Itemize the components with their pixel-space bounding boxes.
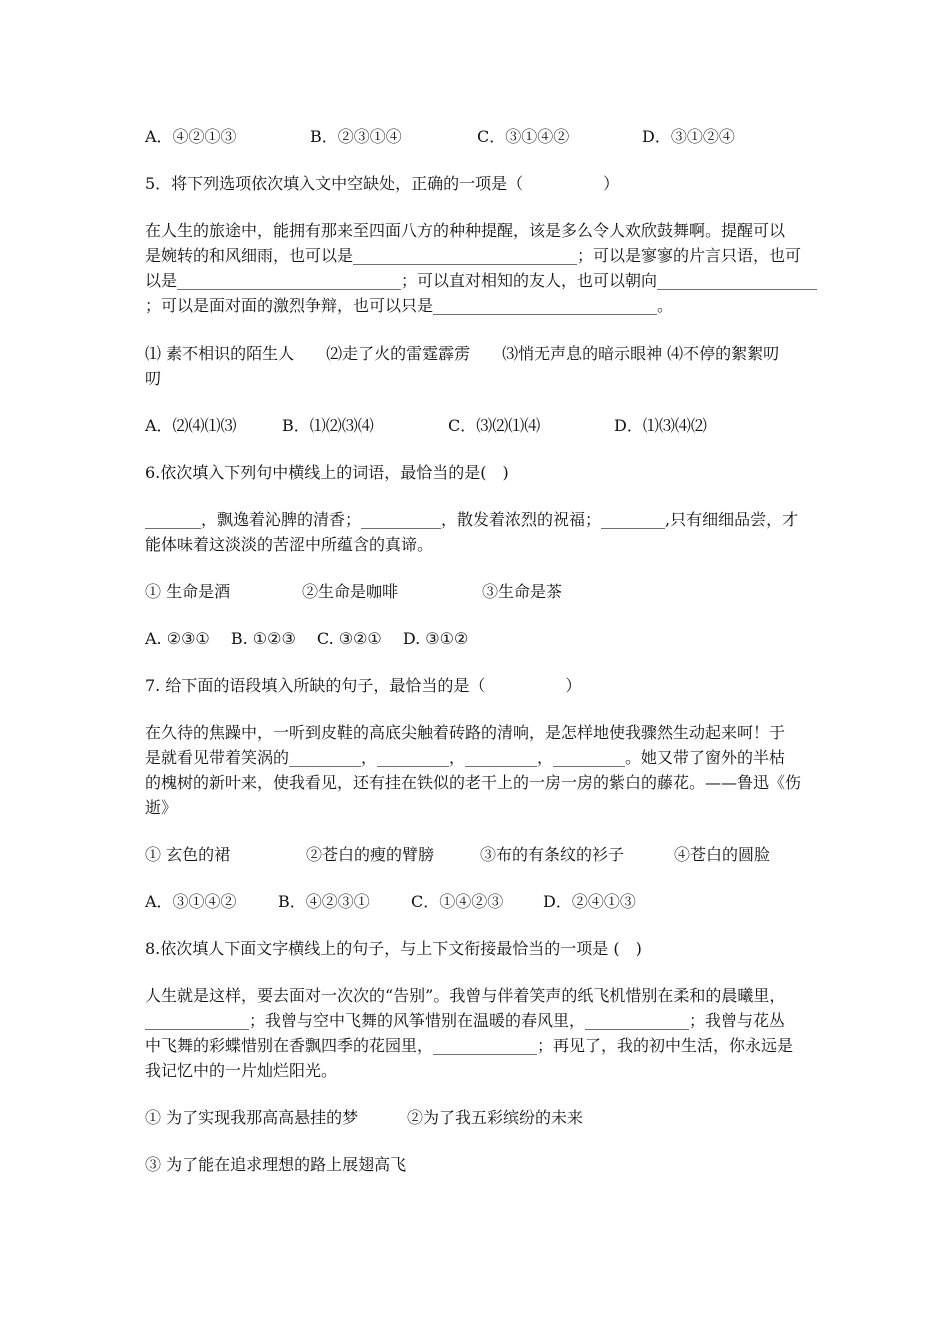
q8-choice: ②为了我五彩缤纷的未来 xyxy=(407,1108,584,1127)
q6-choices xyxy=(145,580,562,604)
q7-passage-line: 的槐树的新叶来，使我看见，还有挂在铁似的老干上的一房一房的紫白的藤花。——鲁迅《伤 xyxy=(145,773,802,792)
q8-stem: 8.依次填人下面文字横线上的句子，与上下文衔接最恰当的一项是 ( ) xyxy=(145,939,642,958)
q5-option-c[interactable]: C．⑶⑵⑴⑷ xyxy=(448,416,541,435)
q4-option-a[interactable]: A．④②①③ xyxy=(145,127,237,146)
q7-options xyxy=(145,890,636,914)
q5-stem: 5．将下列选项依次填入文中空缺处，正确的一项是（ ） xyxy=(145,174,620,193)
q8-passage-line: 人生就是这样，要去面对一次次的“告别”。我曾与伴着笑声的纸飞机惜别在柔和的晨曦里， xyxy=(145,986,786,1005)
q5-choices-line: 叨 xyxy=(145,369,162,388)
q5-options xyxy=(145,414,707,438)
q6-passage-line: 能体味着这淡淡的苦涩中所蕴含的真谛。 xyxy=(145,535,434,554)
q6-passage-line: _______，飘逸着沁脾的清香；__________，散发着浓烈的祝福；________,只有细细品尝，才 xyxy=(145,510,799,529)
q5-passage-line: 在人生的旅途中，能拥有那来至四面八方的种种提醒，该是多么令人欢欣鼓舞啊。提醒可以 xyxy=(145,221,786,240)
q8-passage-line: _____________；我曾与空中飞舞的风筝惜别在温暖的春风里，_____________；我曾与花丛 xyxy=(145,1011,786,1030)
q5-option-b[interactable]: B．⑴⑵⑶⑷ xyxy=(282,416,374,435)
q6-choice: ③生命是茶 xyxy=(482,582,563,601)
q5-passage-line: ；可以是面对面的激烈争辩，也可以只是____________________________。 xyxy=(145,296,674,315)
q6-options[interactable]: A. ②③① B. ①②③ C. ③②① D. ③①② xyxy=(145,629,469,648)
q6-choice: ②生命是咖啡 xyxy=(302,582,399,601)
q7-passage-line: 逝》 xyxy=(145,798,178,817)
q4-option-b[interactable]: B．②③①④ xyxy=(310,127,402,146)
q8-passage-line: 中飞舞的彩蝶惜别在香飘四季的花园里，_____________；再见了，我的初中生活，你永远是 xyxy=(145,1036,794,1055)
q7-option-c[interactable]: C．①④②③ xyxy=(411,892,504,911)
q7-passage-line: 在久待的焦躁中，一听到皮鞋的高底尖触着砖路的清响，是怎样地使我骤然生动起来呵！于 xyxy=(145,723,786,742)
q7-passage-line: 是就看见带着笑涡的_________，_________，_________，_________。她又带了窗外的半枯 xyxy=(145,748,786,767)
q7-choices xyxy=(145,843,770,867)
q7-choice: ① 玄色的裙 xyxy=(145,845,231,864)
q8-choices xyxy=(145,1106,583,1130)
q7-option-b[interactable]: B．④②③① xyxy=(278,892,370,911)
q7-option-d[interactable]: D．②④①③ xyxy=(543,892,636,911)
q5-passage-line: 是婉转的和风细雨，也可以是____________________________；可以是寥寥的片言只语，也可 xyxy=(145,246,802,265)
q4-option-d[interactable]: D．③①②④ xyxy=(642,127,735,146)
q7-option-a[interactable]: A．③①④② xyxy=(145,892,237,911)
q4-option-c[interactable]: C．③①④② xyxy=(477,127,570,146)
q8-choice: ① 为了实现我那高高悬挂的梦 xyxy=(145,1108,359,1127)
q7-choice: ④苍白的圆脸 xyxy=(674,845,771,864)
q6-choice: ① 生命是酒 xyxy=(145,582,231,601)
q7-choice: ③布的有条纹的衫子 xyxy=(480,845,625,864)
q6-stem: 6.依次填入下列句中横线上的词语，最恰当的是( ) xyxy=(145,463,509,482)
q5-option-a[interactable]: A．⑵⑷⑴⑶ xyxy=(145,416,237,435)
q7-choice: ②苍白的瘦的臂膀 xyxy=(306,845,435,864)
q5-choices-line: ⑴ 素不相识的陌生人 ⑵走了火的雷霆霹雳 ⑶悄无声息的暗示眼神 ⑷不停的絮絮叨 xyxy=(145,344,780,363)
q7-stem: 7. 给下面的语段填入所缺的句子，最恰当的是（ ） xyxy=(145,676,582,695)
q8-passage-line: 我记忆中的一片灿烂阳光。 xyxy=(145,1061,338,1080)
q4-options xyxy=(145,125,735,149)
q5-passage-line: 以是____________________________；可以直对相知的友人，也可以朝向____________________ xyxy=(145,271,818,290)
q5-option-d[interactable]: D．⑴⑶⑷⑵ xyxy=(614,416,707,435)
q8-choice: ③ 为了能在追求理想的路上展翅高飞 xyxy=(145,1155,407,1174)
